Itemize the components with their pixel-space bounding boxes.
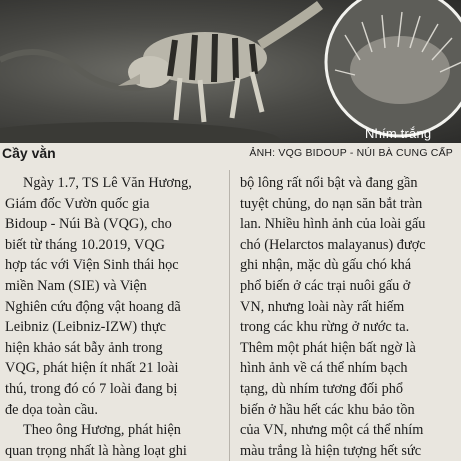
article-line: quan trọng nhất là hàng loạt ghi — [5, 442, 187, 459]
article-line: Nghiên cứu động vật hoang dã — [5, 298, 181, 315]
article-line: hợp tác với Viện Sinh thái học — [5, 257, 179, 274]
caption-title: Cầy vằn — [2, 145, 56, 161]
inset-label: Nhím trắng — [365, 126, 432, 141]
article-line: của VN, nhưng một cá thể nhím — [240, 422, 424, 439]
article-line: Thêm một phát hiện bất ngờ là — [240, 339, 416, 356]
article-line: Leibniz (Leibniz-IZW) thực — [5, 319, 166, 336]
civet-photo-image — [0, 0, 461, 143]
article-line: biết từ tháng 10.2019, VQG — [5, 236, 165, 253]
article-line: màu trắng là hiện tượng hết sức — [240, 442, 422, 459]
column-divider — [229, 170, 230, 461]
photo-credit: ẢNH: VQG BIDOUP - NÚI BÀ CUNG CẤP — [249, 147, 453, 159]
article-line: ghi nhận, mặc dù gấu chó khá — [240, 257, 412, 274]
article-line: lan. Nhiều hình ảnh của loài gấu — [240, 216, 426, 233]
ground-shadow — [0, 122, 280, 143]
article-line: VQG, phát hiện ít nhất 21 loài — [5, 360, 179, 377]
article-line: Theo ông Hương, phát hiện — [23, 422, 181, 439]
article-line: phổ biến ở các trại nuôi gấu ở — [240, 277, 411, 294]
article-line: Giám đốc Vườn quốc gia — [5, 195, 150, 212]
article-line: biến ở hầu hết các khu bảo tồn — [240, 401, 415, 418]
photo — [0, 0, 461, 143]
article-column-right — [240, 173, 456, 461]
article-line: chó (Helarctos malayanus) được — [240, 236, 426, 253]
article-line: miền Nam (SIE) và Viện — [5, 277, 147, 294]
article-line: hiện khảo sát bẫy ảnh trong — [5, 339, 163, 356]
photo-caption — [0, 145, 461, 163]
article-line: tuyệt chủng, do nạn săn bắt tràn — [240, 195, 423, 212]
article-line: bộ lông rất nổi bật và đang gần — [240, 175, 418, 191]
article-column-left — [5, 173, 221, 461]
article-line: tạng, dù nhím tương đối phổ — [240, 380, 404, 397]
article-line: đe dọa toàn cầu. — [5, 401, 98, 418]
civet-figure — [118, 5, 320, 122]
article-line: VN, nhưng loài này rất hiếm — [240, 298, 405, 315]
article-line: trong các khu rừng ở nước ta. — [240, 319, 410, 336]
article-line: thú, trong đó có 7 loài đang bị — [5, 380, 178, 397]
article-line: Ngày 1.7, TS Lê Văn Hương, — [23, 175, 192, 191]
porcupine-inset — [326, 0, 461, 136]
article-line: hình ảnh về cá thể nhím bạch — [240, 360, 408, 377]
article-line: Bidoup - Núi Bà (VQG), cho — [5, 216, 172, 233]
